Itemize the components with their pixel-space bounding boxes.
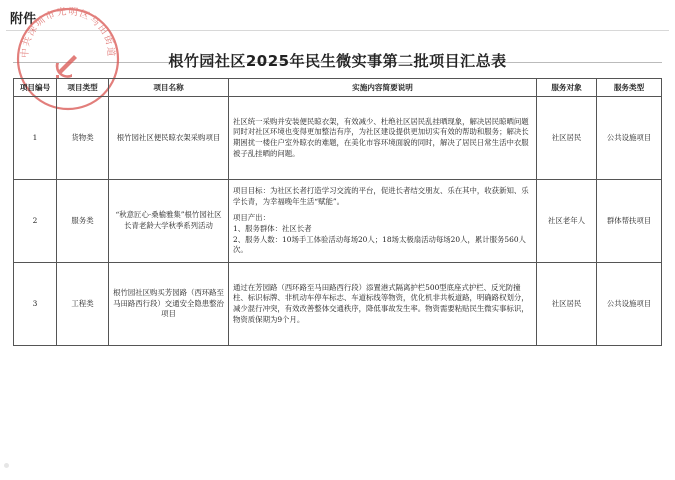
description-line: 2、服务人数：10场手工体验活动每场20人；18场太极扇活动每场20人，累计服务560人次。 [233,234,526,255]
service-target: 社区居民 [537,97,597,180]
project-description [229,97,537,180]
seal-text: 中共深圳市光明区马田街道 [19,6,117,59]
service-type: 公共设施项目 [597,263,662,346]
attachment-label: 附件 [10,12,37,27]
service-target: 社区老年人 [537,180,597,263]
project-number: 2 [14,180,57,263]
column-header: 实施内容简要说明 [229,79,537,97]
service-target: 社区居民 [537,263,597,346]
service-type: 公共设施项目 [597,97,662,180]
table-header-row [14,79,662,97]
table-row [14,180,662,263]
description-line: 项目目标：为社区长者打造学习交流的平台，促进长者结交朋友、乐在其中，收获新知、乐学长青，为幸福晚年生活“赋能”。 [233,185,529,206]
project-type: 货物类 [57,97,109,180]
table-row [14,97,662,180]
column-header: 项目名称 [109,79,229,97]
column-header: 服务对象 [537,79,597,97]
description-line: 社区统一采购并安装便民晾衣架，有效减少、杜绝社区居民乱挂晒现象，解决居民晾晒问题同时对社区环境也变得更加整洁有序，为社区建设提供更加切实有效的帮助和服务；解决长期困扰一楼住户室外晾衣的难题，在美化市容环境面貌的同时，解决了居民日常生活中衣服被子乱挂晒的问题。 [233,116,529,158]
project-type: 工程类 [57,263,109,346]
project-number: 1 [14,97,57,180]
corner-dot [4,463,9,468]
description-line: 项目产出： [233,213,270,223]
description-line: 通过在芳园路（西环路至马田路西行段）添置港式隔离护栏500型底座式护栏、反光防撞柱、标识标牌、非机动车停车标志、车道标线等物资，优化机非共板道路，明确路权划分，减少混行冲突，有效改善整体交通秩序，降低事故发生率。物资需要粘贴民生微实事标识，物资质保期为9个月。 [233,282,529,324]
project-description [229,180,537,263]
page-title: 根竹园社区2025年民生微实事第二批项目汇总表 [168,52,507,70]
project-number: 3 [14,263,57,346]
column-header: 项目编号 [14,79,57,97]
table-row [14,263,662,346]
project-name: 根竹园社区购买芳园路（西环路至马田路西行段）交通安全隐患整治项目 [109,263,229,346]
top-divider [6,30,669,31]
project-type: 服务类 [57,180,109,263]
column-header: 项目类型 [57,79,109,97]
project-summary-table [13,78,662,346]
description-line: 1、服务群体：社区长者 [233,224,312,233]
column-header: 服务类型 [597,79,662,97]
project-name: “秋意匠心·桑榆雅集”根竹园社区长青老龄大学秋季系列活动 [109,180,229,263]
project-name: 根竹园社区便民晾衣架采购项目 [109,97,229,180]
project-description [229,263,537,346]
service-type: 群体帮扶项目 [597,180,662,263]
